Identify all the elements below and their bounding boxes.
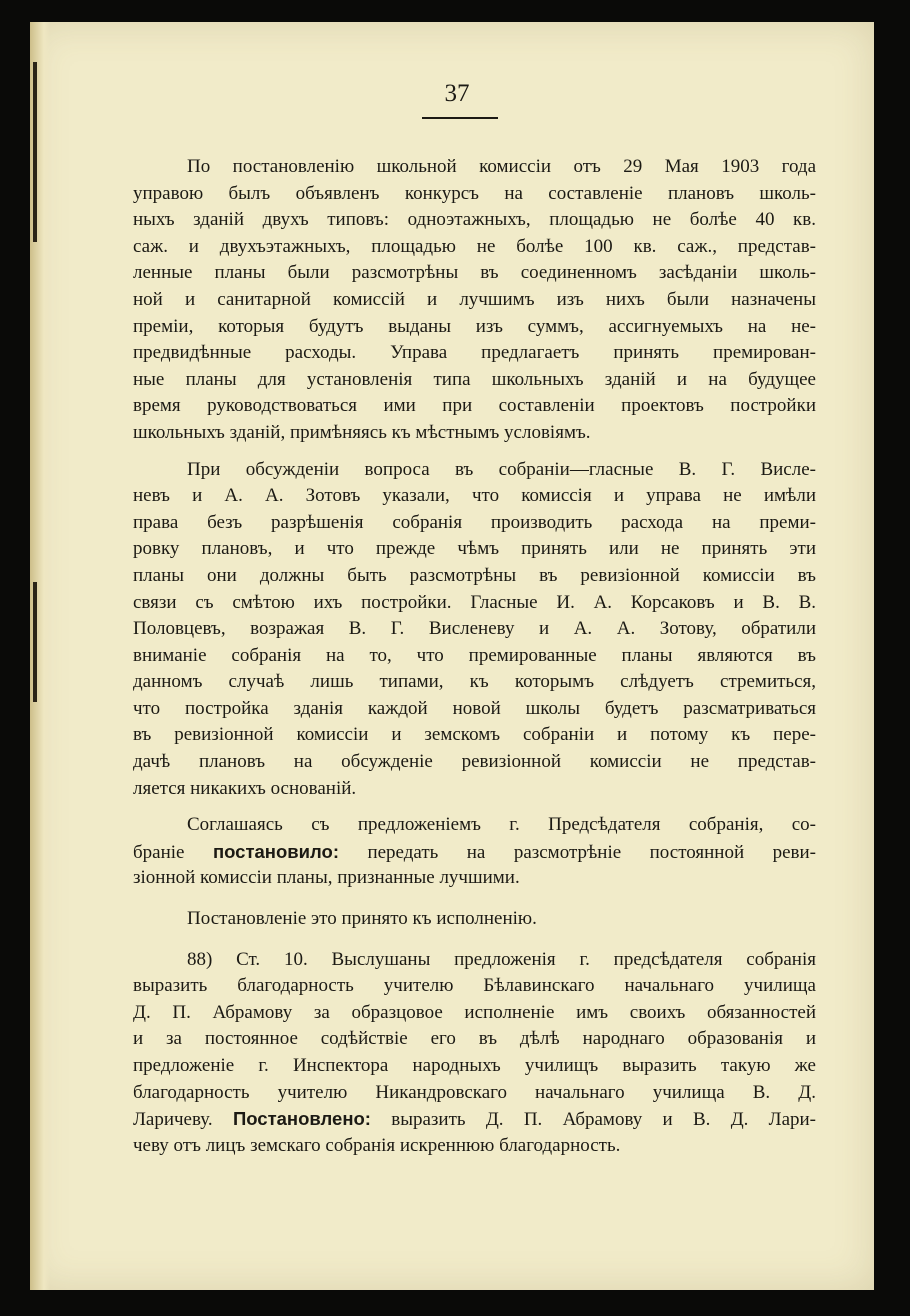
- page-binding-edge: [30, 22, 50, 1290]
- document-page: [30, 22, 874, 1290]
- text-line: управою былъ объявленъ конкурсъ на составленіе плановъ школь-: [133, 182, 816, 204]
- resolution-keyword: Постановлено:: [232, 1108, 371, 1130]
- text-line: выразить благодарность учителю Бѣлавинскаго начальнаго училища: [133, 975, 816, 997]
- text-line: школьныхъ зданій, примѣняясь къ мѣстнымъ условіямъ.: [133, 421, 591, 443]
- text-line: Д. П. Абрамову за образцовое исполненіе имъ своихъ обязанностей: [133, 1001, 816, 1023]
- text-line: 88) Ст. 10. Выслушаны предложенія г. предсѣдателя собранія: [187, 948, 816, 970]
- text-line: предложеніе г. Инспектора народныхъ училищъ выразить такую же: [133, 1055, 816, 1076]
- text-line: По постановленію школьной комиссіи отъ 29 Мая 1903 года: [187, 156, 816, 177]
- text-line: данномъ случаѣ лишь типами, къ которымъ слѣдуетъ стремиться,: [133, 671, 816, 693]
- text-line: что постройка зданія каждой новой школы будетъ разсматриваться: [133, 697, 816, 719]
- binding-mark: [33, 62, 37, 242]
- text-line: дачѣ плановъ на обсужденіе ревизіонной комиссіи не представ-: [133, 751, 816, 773]
- text-line: планы они должны быть разсмотрѣны въ ревизіонной комиссіи въ: [133, 564, 816, 586]
- binding-mark: [33, 582, 37, 702]
- text-line: саж. и двухъэтажныхъ, площадью не болѣе 100 кв. саж., представ-: [133, 235, 816, 257]
- paragraph-item-88: [133, 947, 816, 1160]
- paragraph-discussion: [133, 457, 816, 803]
- text-line: зіонной комиссіи планы, признанные лучшими.: [133, 867, 520, 889]
- text-line: права безъ разрѣшенія собранія производить расхода на преми-: [133, 511, 816, 533]
- page-number: 37: [444, 80, 470, 107]
- text-line: невъ и А. А. Зотовъ указали, что комиссія и управа не имѣли: [133, 485, 816, 507]
- paragraph-resolution: [133, 812, 816, 892]
- text-line: При обсужденіи вопроса въ собраніи—гласные В. Г. Висле-: [187, 458, 816, 480]
- text-line: связи съ смѣтою ихъ постройки. Гласные И. А. Корсаковъ и В. В.: [133, 591, 816, 613]
- text-line: ныхъ зданій двухъ типовъ: одноэтажныхъ, площадью не болѣе 40 кв.: [133, 209, 816, 231]
- text-line: Соглашаясь съ предложеніемъ г. Предсѣдателя собранія, со-: [187, 814, 816, 836]
- text-line: ной и санитарной комиссій и лучшимъ изъ нихъ были назначены: [133, 288, 816, 310]
- text-line: время руководствоваться ими при составленіи проектовъ постройки: [133, 395, 816, 417]
- text-line: въ ревизіонной комиссіи и земскомъ собраніи и потому къ пере-: [133, 724, 816, 746]
- text-line: ные планы для установленія типа школьныхъ зданій и на будущее: [133, 368, 816, 390]
- text-line: и за постоянное содѣйствіе его въ дѣлѣ народнаго образованія и: [133, 1028, 816, 1050]
- text-line: предвидѣнные расходы. Управа предлагаетъ принять премирован-: [133, 342, 816, 364]
- text-line: Постановленіе это принято къ исполненію.: [187, 908, 537, 930]
- text-line: Ларичеву. Постановлено: выразить Д. П. Абрамову и В. Д. Лари-: [133, 1108, 816, 1131]
- text-line: чеву отъ лицъ земскаго собранія искреннюю благодарность.: [133, 1134, 621, 1156]
- text-line: браніе постановило: передать на разсмотрѣніе постоянной реви-: [133, 840, 816, 863]
- text-line: ровку плановъ, и что прежде чѣмъ принять или не принять эти: [133, 538, 816, 560]
- text-line: преміи, которыя будутъ выданы изъ суммъ, ассигнуемыхъ на не-: [133, 315, 816, 337]
- text-line: ляется никакихъ основаній.: [133, 777, 357, 799]
- page-number-rule: [422, 117, 498, 119]
- paragraph-accepted: [133, 906, 816, 933]
- text-line: Половцевъ, возражая В. Г. Висленеву и А. А. Зотову, обратили: [133, 618, 816, 640]
- text-line: ленные планы были разсмотрѣны въ соединенномъ засѣданіи школь-: [133, 262, 816, 284]
- body-text: [133, 154, 816, 1159]
- text-line: вниманіе собранія на то, что премированные планы являются въ: [133, 644, 816, 666]
- paragraph-school-plans: [133, 154, 816, 447]
- resolution-keyword: постановило:: [212, 840, 339, 862]
- text-line: благодарность учителю Никандровскаго начальнаго училища В. Д.: [133, 1081, 816, 1103]
